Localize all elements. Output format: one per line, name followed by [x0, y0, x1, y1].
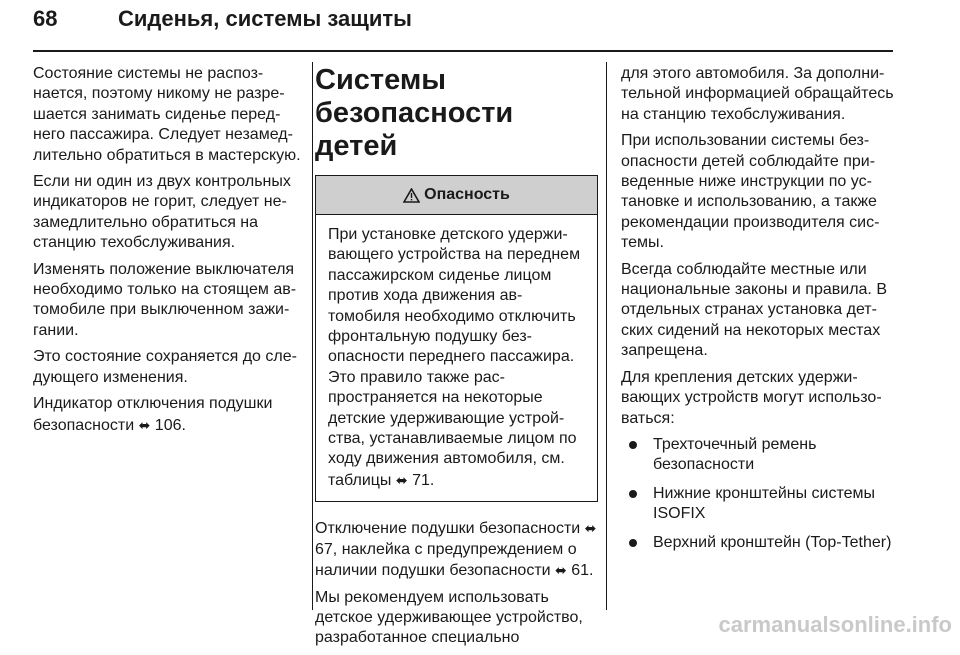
- paragraph: Это состояние сохраняется до следующего изменения.: [33, 348, 297, 386]
- paragraph: Если ни один из двух контрольных индикаторов не горит, следует незамедлительно обратиться на станцию техобслуживания.: [33, 173, 291, 252]
- warning-label: Опасность: [424, 185, 510, 203]
- paragraph-text: Отключение подушки безопасности: [315, 520, 581, 538]
- paragraph-text: Индикатор отключения подушки безопасности: [33, 395, 273, 434]
- middle-column: [315, 64, 598, 655]
- page-reference[interactable]: [555, 562, 593, 579]
- paragraph: для этого автомобиля. За дополнительной информацией обращайтесь на станцию техобслуживания.: [621, 65, 894, 123]
- list-item: Верхний кронштейн (Top-Tether): [621, 533, 897, 553]
- column-divider-right: [606, 62, 607, 610]
- reference-page: 71.: [412, 471, 435, 489]
- paragraph: [33, 394, 303, 436]
- warning-box: [315, 175, 598, 502]
- bullet-list: [621, 435, 897, 553]
- watermark: carmanualsonline.info: [718, 612, 952, 637]
- warning-body: [316, 215, 597, 501]
- section-title: Системы безопасности детей: [315, 64, 514, 162]
- list-item: Трехточечный ремень безопасности: [621, 435, 897, 476]
- header-rule: [33, 50, 893, 52]
- list-item: Нижние кронштейны системы ISOFIX: [621, 484, 897, 525]
- column-divider-left: [312, 62, 313, 610]
- page-number: 68: [33, 6, 58, 31]
- page-reference[interactable]: [139, 417, 186, 434]
- paragraph: Всегда соблюдайте местные или национальные законы и правила. В отдельных странах установка детских сидений на некоторых местах запрещена.: [621, 260, 887, 360]
- warning-header: [316, 176, 597, 215]
- paragraph: Состояние системы не распознается, поэтому никому не разрешается занимать сиденье переднего пассажира. Следует незамедлительно обратиться в мастерскую.: [33, 65, 301, 164]
- page-heading: Сиденья, системы защиты: [118, 6, 412, 31]
- paragraph: Изменять положение выключателя необходимо только на стоящем автомобиле при выключенном зажигании.: [33, 260, 297, 339]
- arrow-reference-icon[interactable]: ⬌: [584, 520, 597, 537]
- paragraph: При использовании системы безопасности детей соблюдайте приведенные ниже инструкции по установке и использованию, а также рекомендации производителя системы.: [621, 132, 880, 252]
- page-reference[interactable]: [396, 472, 434, 489]
- warning-triangle-icon: [403, 188, 420, 203]
- arrow-reference-icon: ⬌: [138, 416, 151, 433]
- warning-text: При установке детского удерживающего устройства на переднем пассажирском сиденье лицом против хода движения автомобиля необходимо отключить фронтальную подушку безопасности переднего пассажира. Это правило также распространяется на некоторые детские удерживающие устройства, устанавливаемые лицом по ходу движения автомобиля, см. таблицы: [328, 226, 581, 489]
- paragraph-text: 67, наклейка с предупреждением о наличии подушки безопасности: [315, 540, 577, 580]
- reference-page: 61.: [571, 562, 594, 580]
- reference-page: 106.: [154, 416, 186, 434]
- paragraph: Мы рекомендуем использовать детское удерживающее устройство, разработанное специально: [315, 588, 583, 647]
- arrow-reference-icon: ⬌: [395, 471, 408, 488]
- right-column: [621, 64, 897, 561]
- paragraph: Для крепления детских удерживающих устройств могут использоваться:: [621, 368, 882, 427]
- paragraph: [315, 518, 598, 581]
- left-column: [33, 64, 303, 442]
- arrow-reference-icon: ⬌: [555, 562, 567, 579]
